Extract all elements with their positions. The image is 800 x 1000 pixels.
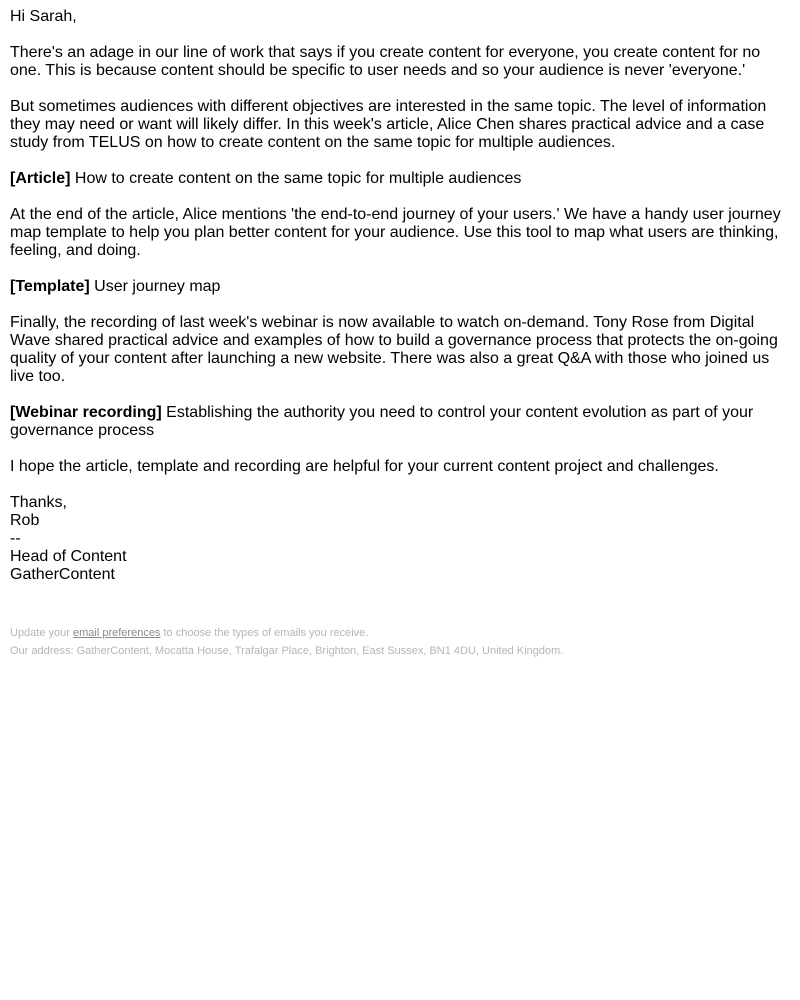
paragraph-journey: At the end of the article, Alice mentions 'the end-to-end journey of your users.' We have a handy user journey map template to help you plan better content for your audience. Use this tool to map what users are thinking, feeling, and doing. [10, 206, 781, 259]
template-title[interactable]: User journey map [94, 278, 221, 295]
signature [10, 494, 790, 584]
email-body [10, 8, 790, 584]
paragraph-intro: There's an adage in our line of work that says if you create content for everyone, you create content for no one. This is because content should be specific to user needs and so your audience is never 'everyone.' [10, 44, 761, 79]
greeting: Hi Sarah, [10, 8, 77, 25]
template-link[interactable] [10, 278, 790, 296]
preferences-prefix: Update your [10, 627, 70, 639]
signature-company: GatherContent [10, 566, 115, 583]
company-address: Our address: GatherContent, Mocatta House, Trafalgar Place, Brighton, East Sussex, BN1 4DU, United Kingdom. [10, 645, 564, 657]
webinar-tag: [Webinar recording] [10, 404, 162, 421]
paragraph-closing: I hope the article, template and recording are helpful for your current content project and challenges. [10, 458, 719, 475]
article-tag: [Article] [10, 170, 71, 187]
email-preferences-link[interactable]: email preferences [73, 627, 161, 639]
paragraph-audiences: But sometimes audiences with different objectives are interested in the same topic. The level of information they may need or want will likely differ. In this week's article, Alice Chen shares practical advice and a case study from TELUS on how to create content on the same topic for multiple audiences. [10, 98, 767, 151]
article-title[interactable]: How to create content on the same topic for multiple audiences [74, 170, 522, 187]
signature-thanks: Thanks, [10, 494, 67, 511]
email-footer [10, 624, 790, 660]
webinar-title[interactable]: Establishing the authority you need to control your content evolution as part of your governance process [10, 404, 754, 439]
signature-role: Head of Content [10, 548, 127, 565]
signature-separator: -- [10, 530, 21, 547]
article-link[interactable] [10, 170, 790, 188]
signature-name: Rob [10, 512, 40, 529]
template-tag: [Template] [10, 278, 90, 295]
preferences-line [10, 624, 790, 642]
webinar-link[interactable] [10, 404, 790, 440]
paragraph-webinar: Finally, the recording of last week's webinar is now available to watch on-demand. Tony Rose from Digital Wave shared practical advice and examples of how to build a governance process that protects the on-going quality of your content after launching a new website. There was also a great Q&A with those who joined us live too. [10, 314, 778, 385]
preferences-suffix: to choose the types of emails you receive. [163, 627, 369, 639]
